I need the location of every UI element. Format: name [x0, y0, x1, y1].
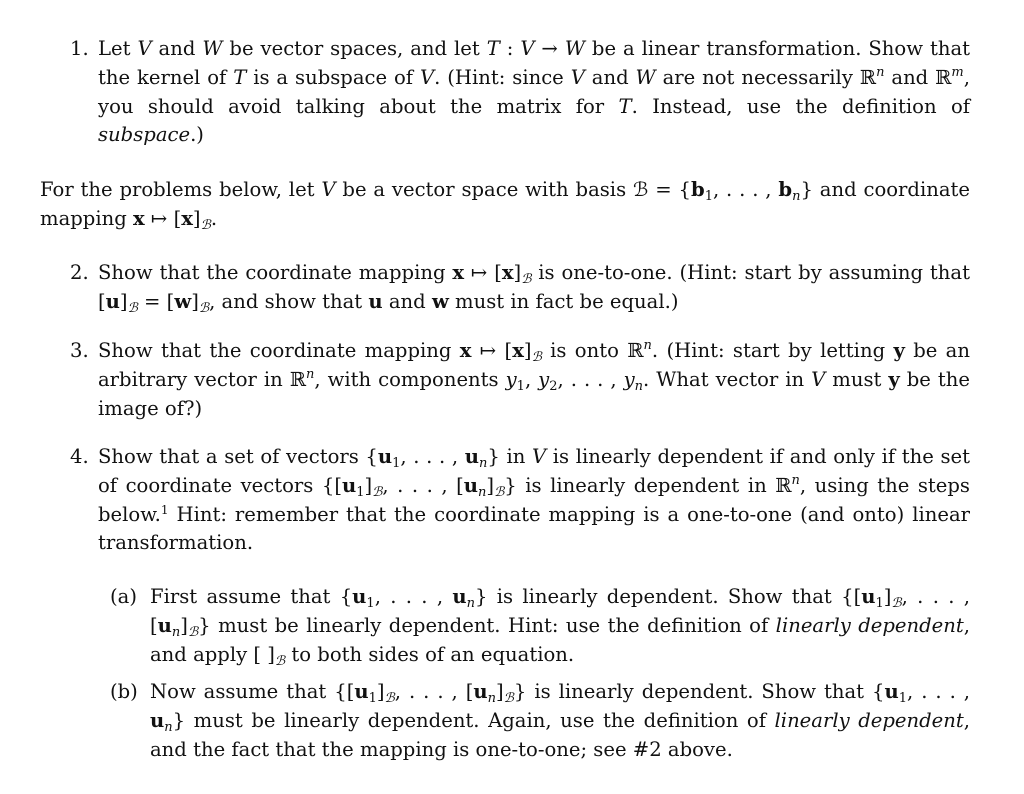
intro-text: For the problems below, let V be a vector space with basis ℬ = {$b_1$, . . . , $b_n$} and coordinate mapping x ↦ $[x]_ℬ$. — [40, 178, 970, 233]
problem-number: 4. — [70, 445, 89, 468]
problem-4-part-b — [110, 678, 970, 764]
problem-text: Show that the coordinate mapping x ↦ $[x]_ℬ$ is onto ℝ$^n$. (Hint: start by letting y be an arbitrary vector in ℝ$^n$, with components $y_1$, $y_2$, . . . , $y_n$. What vector in V must y be the image of?) — [98, 338, 970, 420]
part-label: (b) — [110, 680, 138, 703]
problem-3 — [70, 337, 970, 423]
part-label: (a) — [110, 585, 137, 608]
problem-number: 3. — [70, 339, 89, 362]
part-text: Now assume that {$[u_1]_ℬ$, . . . , $[u_n]_ℬ$} is linearly dependent. Show that {$u_1$, . . . , $u_n$} must be linearly dependent. Again, use the definition of linearly dependent, and the fact that the mapping is one-to-one; see #2 above. — [150, 680, 970, 761]
problem-text: Let V and W be vector spaces, and let T : V → W be a linear transformation. Show that the kernel of T is a subspace of V. (Hint: since V and W are not necessarily ℝ$^n$ and ℝ$^m$, you should avoid talking about the matrix for T. Instead, use the definition of subspace.) — [98, 37, 970, 147]
intro-paragraph — [40, 176, 970, 234]
problem-1 — [70, 35, 970, 150]
problem-number: 2. — [70, 261, 89, 284]
problem-text: Show that the coordinate mapping x ↦ $[x]_ℬ$ is one-to-one. (Hint: start by assuming that $[u]_ℬ = [w]_ℬ$, and show that u and w must in fact be equal.) — [98, 261, 970, 316]
problem-4 — [70, 443, 970, 558]
problem-2 — [70, 259, 970, 317]
part-text: First assume that {$u_1$, . . . , $u_n$} is linearly dependent. Show that {$[u_1]_ℬ$, . . . , $[u_n]_ℬ$} must be linearly dependent. Hint: use the definition of linearly dependent, and apply [ ]$_ℬ$ to both sides of an equation. — [150, 585, 971, 669]
problem-number: 1. — [70, 37, 89, 60]
problem-4-part-a — [110, 583, 970, 669]
problem-text: Show that a set of vectors {$u_1$, . . . , $u_n$} in V is linearly dependent if and only if the set of coordinate vectors {$[u_1]_ℬ$, . . . , $[u_n]_ℬ$} is linearly dependent in ℝ$^n$, using the steps below.$^1$ Hint: remember that the coordinate mapping is a one-to-one (and onto) linear transformation. — [98, 445, 971, 555]
